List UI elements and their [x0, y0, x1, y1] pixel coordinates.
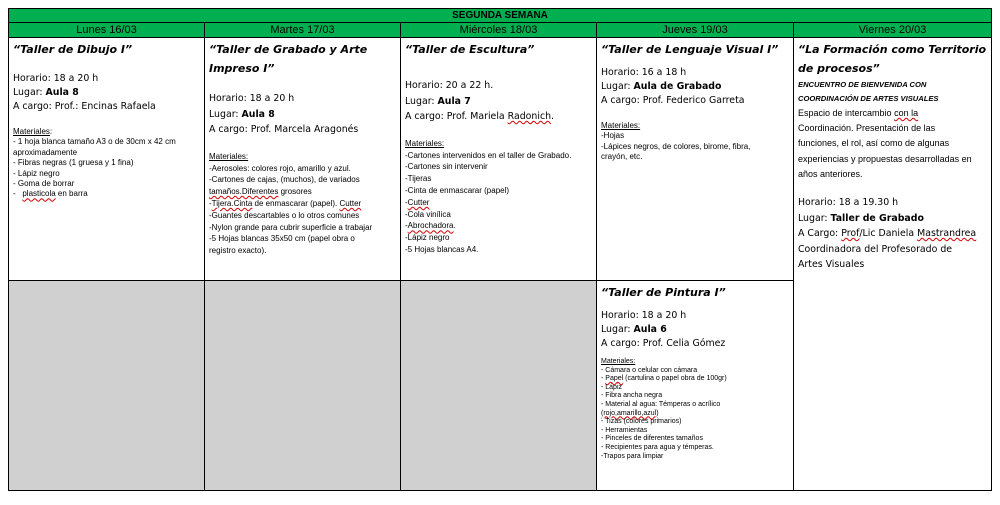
material-item: -Aerosoles: colores rojo, amarillo y azul.	[209, 163, 351, 173]
material-item: registro exacto).	[209, 246, 267, 256]
material-item: - Fibra ancha negra	[601, 392, 663, 400]
workshop-title: “Taller de Dibujo I”	[13, 43, 133, 56]
teacher: A Cargo: Prof/Lic Daniela Mastrandrea	[798, 228, 977, 240]
material-item: -5 Hojas blancas A4.	[405, 244, 479, 254]
cell-jueves	[597, 38, 794, 281]
material-item: (rojo,amarillo,azul)	[601, 409, 659, 417]
schedule-hours: Horario: 18 a 20 h	[209, 93, 295, 104]
material-item: -Lápiz negro	[405, 233, 450, 243]
day-header-jueves: Jueves 19/03	[597, 23, 794, 38]
material-item: -Guantes descartables o lo otros comunes	[209, 210, 360, 220]
workshop-title-cont: Impreso I”	[209, 62, 275, 75]
event-subtitle-cont: COORDINACIÓN DE ARTES VISUALES	[798, 94, 939, 103]
empty-cell	[9, 281, 205, 491]
material-item: - Lápiz negro	[13, 168, 60, 178]
schedule-hours: Horario: 20 a 22 h.	[405, 80, 494, 91]
teacher-role-cont: Artes Visuales	[798, 259, 865, 271]
workshop-title: “Taller de Lenguaje Visual I”	[601, 43, 779, 56]
teacher-role: Coordinadora del Profesorado de	[798, 243, 953, 255]
empty-cell	[401, 281, 597, 491]
schedule-hours: Horario: 16 a 18 h	[601, 67, 687, 78]
material-item: - Pinceles de diferentes tamaños	[601, 435, 703, 443]
workshop-title: “Taller de Escultura”	[405, 43, 535, 56]
teacher: A cargo: Prof. Mariela Radonich.	[405, 111, 555, 123]
teacher: A cargo: Prof. Marcela Aragonés	[209, 124, 359, 136]
cell-miercoles	[401, 38, 597, 281]
workshop-title-cont: de procesos”	[798, 62, 880, 75]
material-item: -Cinta de enmascarar (papel)	[405, 185, 510, 195]
material-item: - 1 hoja blanca tamaño A3 o de 30cm x 42 cm	[13, 137, 176, 147]
material-item: tamaños.Diferentes grosores	[209, 187, 312, 197]
schedule-table	[8, 8, 992, 491]
material-item: -Cola vinílica	[405, 209, 451, 219]
day-header-lunes: Lunes 16/03	[9, 23, 205, 38]
material-item: -Tijeras	[405, 174, 432, 184]
material-item: - plasticola en barra	[13, 189, 88, 199]
material-item: -Cartones de cajas, (muchos), de variados	[209, 175, 360, 185]
material-item: -Nylon grande para cubrir superficie a trabajar	[209, 222, 373, 232]
material-item: -5 Hojas blancas 35x50 cm (papel obra o	[209, 234, 355, 244]
material-item: -Trapos para limpiar	[601, 452, 664, 460]
material-item: -Tijera.Cinta de enmascarar (papel). Cutter	[209, 198, 362, 208]
material-item: - Goma de borrar	[13, 179, 75, 189]
cell-pintura	[597, 281, 794, 491]
teacher: A cargo: Prof. Federico Garreta	[601, 95, 745, 106]
location: Lugar: Aula 8	[13, 87, 79, 98]
cell-martes	[205, 38, 401, 281]
material-item: -Cartones intervenidos en el taller de Grabado.	[405, 150, 572, 160]
material-item: -Abrochadora.	[405, 221, 456, 231]
materials-heading: Materiales:	[209, 151, 249, 161]
location: Lugar: Aula 6	[601, 324, 667, 335]
empty-cell	[205, 281, 401, 491]
location: Lugar: Aula 8	[209, 108, 275, 120]
cell-viernes	[794, 38, 992, 491]
material-item: - Lápiz	[601, 383, 623, 391]
material-item: - Herramientas	[601, 426, 648, 434]
description-line: Espacio de intercambio con la	[798, 108, 919, 118]
material-item: -Cutter	[405, 197, 430, 207]
material-item: - Recipientes para agua y témperas.	[601, 443, 714, 451]
workshop-title: “La Formación como Territorio	[798, 43, 987, 56]
materials-heading: Materiales:	[13, 127, 53, 136]
material-item: crayón, etc.	[601, 152, 643, 162]
material-item: -Hojas	[601, 131, 625, 141]
description-line: funciones, el rol, así como de algunas	[798, 138, 950, 149]
materials-heading: Materiales:	[405, 138, 445, 148]
workshop-title: “Taller de Pintura I”	[601, 286, 726, 299]
location: Lugar: Aula 7	[405, 95, 471, 107]
workshop-title: “Taller de Grabado y Arte	[209, 43, 368, 56]
location: Lugar: Aula de Grabado	[601, 81, 722, 92]
day-header-miercoles: Miércoles 18/03	[401, 23, 597, 38]
week-title: SEGUNDA SEMANA	[9, 9, 992, 23]
material-item: - Material al agua: Témperas o acrílico	[601, 400, 721, 408]
material-item: aproximadamente	[13, 147, 78, 157]
description-line: experiencias y propuestas desarrolladas en	[798, 153, 972, 164]
location: Lugar: Taller de Grabado	[798, 212, 924, 224]
material-item: - Fibras negras (1 gruesa y 1 fina)	[13, 158, 134, 168]
material-item: - Papel (cartulina o papel obra de 100gr)	[601, 375, 727, 383]
schedule-hours: Horario: 18 a 20 h	[13, 73, 99, 84]
material-item: - Cámara o celular con cámara	[601, 366, 698, 374]
material-item: - Tizas (colores primarios)	[601, 418, 682, 426]
description-line: años anteriores.	[798, 168, 863, 179]
description-line: Coordinación. Presentación de las	[798, 123, 936, 134]
day-header-viernes: Viernes 20/03	[794, 23, 992, 38]
cell-lunes	[9, 38, 205, 281]
event-subtitle: ENCUENTRO DE BIENVENIDA CON	[798, 80, 927, 89]
materials-heading: Materiales:	[601, 121, 641, 130]
teacher: A cargo: Prof. Celia Gómez	[601, 338, 726, 349]
day-header-martes: Martes 17/03	[205, 23, 401, 38]
schedule-hours: Horario: 18 a 19.30 h	[798, 197, 899, 209]
material-item: -Cartones sin intervenir	[405, 162, 488, 172]
schedule-hours: Horario: 18 a 20 h	[601, 310, 687, 321]
materials-heading: Materiales:	[601, 358, 636, 365]
material-item: -Lápices negros, de colores, birome, fibra,	[601, 141, 751, 151]
teacher: A cargo: Prof.: Encinas Rafaela	[13, 101, 156, 112]
